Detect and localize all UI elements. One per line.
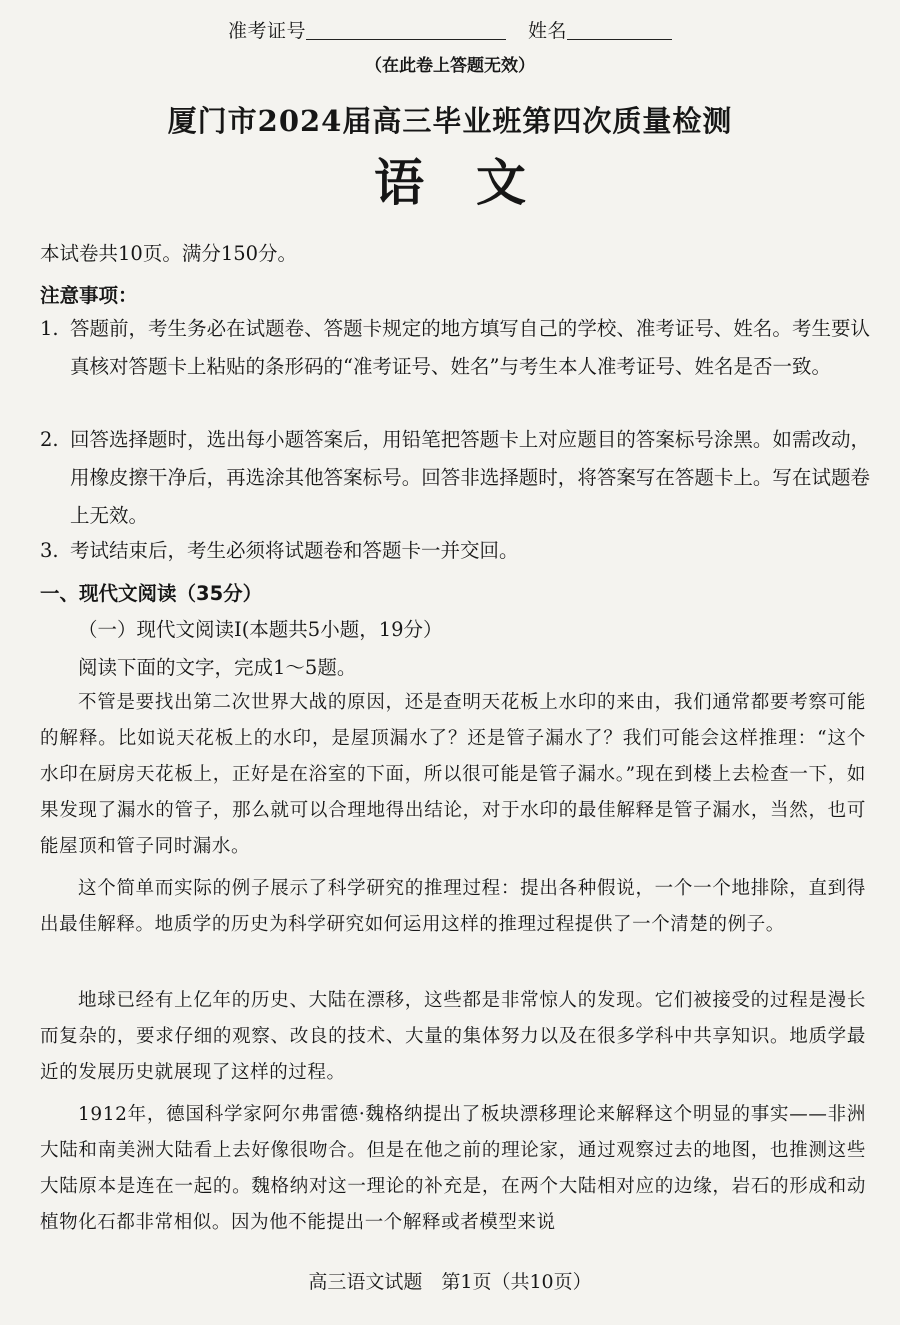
section-heading: 一、现代文阅读（35分） bbox=[40, 582, 263, 605]
notice-number: 1. bbox=[40, 317, 59, 340]
passage-paragraph: 1912年，德国科学家阿尔弗雷德·魏格纳提出了板块漂移理论来解释这个明显的事实——非洲大陆和南美洲大陆看上去好像很吻合。但是在他之前的理论家，通过观察过去的地图，也推测这些大陆原本是连在一起的。魏格纳对这一理论的补充是，在两个大陆相对应的边缘，岩石的形成和动植物化石都非常相似。因为他不能提出一个解释或者模型来说 bbox=[40, 1104, 866, 1233]
passage-paragraph: 地球已经有上亿年的历史、大陆在漂移，这些都是非常惊人的发现。它们被接受的过程是漫长而复杂的，要求仔细的观察、改良的技术、大量的集体努力以及在很多学科中共享知识。地质学最近的发展历史就展现了这样的过程。 bbox=[40, 990, 866, 1083]
subject-title: 语文 bbox=[374, 153, 578, 212]
notice-text: 考试结束后，考生必须将试题卷和答题卡一并交回。 bbox=[70, 539, 519, 562]
name-blank bbox=[567, 21, 672, 40]
sub-section-heading: （一）现代文阅读Ⅰ(本题共5小题，19分） bbox=[78, 618, 443, 641]
notice-number: 2. bbox=[40, 428, 59, 451]
invalid-note: （在此卷上答题无效） bbox=[365, 56, 535, 76]
intro-text: 本试卷共10页。满分150分。 bbox=[40, 242, 298, 265]
name-label: 姓名 bbox=[528, 20, 568, 42]
page-footer: 高三语文试题 第1页（共10页） bbox=[308, 1271, 592, 1293]
notice-text: 答题前，考生务必在试题卷、答题卡规定的地方填写自己的学校、准考证号、姓名。考生要认真核对答题卡上粘贴的条形码的“准考证号、姓名”与考生本人准考证号、姓名是否一致。 bbox=[70, 317, 870, 378]
notice-text: 回答选择题时，选出每小题答案后，用铅笔把答题卡上对应题目的答案标号涂黑。如需改动，用橡皮擦干净后，再选涂其他答案标号。回答非选择题时，将答案写在答题卡上。写在试题卷上无效。 bbox=[70, 428, 870, 527]
passage-paragraph: 这个简单而实际的例子展示了科学研究的推理过程：提出各种假说，一个一个地排除，直到得出最佳解释。地质学的历史为科学研究如何运用这样的推理过程提供了一个清楚的例子。 bbox=[40, 878, 866, 935]
exam-title: 厦门市2024届高三毕业班第四次质量检测 bbox=[167, 104, 733, 138]
exam-id-label: 准考证号 bbox=[227, 20, 306, 42]
notice-item bbox=[40, 310, 870, 386]
notice-item bbox=[40, 532, 870, 570]
candidate-info-row bbox=[0, 16, 900, 43]
exam-id-blank bbox=[306, 21, 506, 40]
passage-paragraph: 不管是要找出第二次世界大战的原因，还是查明天花板上水印的来由，我们通常都要考察可能的解释。比如说天花板上的水印，是屋顶漏水了？还是管子漏水了？我们可能会这样推理：“这个水印在厨房天花板上，正好是在浴室的下面，所以很可能是管子漏水。”现在到楼上去检查一下，如果发现了漏水的管子，那么就可以合理地得出结论，对于水印的最佳解释是管子漏水，当然，也可能屋顶和管子同时漏水。 bbox=[40, 692, 866, 857]
reading-instruction: 阅读下面的文字，完成1～5题。 bbox=[78, 656, 357, 679]
notice-item bbox=[40, 421, 870, 535]
notice-number: 3. bbox=[40, 539, 59, 562]
notice-heading: 注意事项： bbox=[40, 284, 138, 307]
